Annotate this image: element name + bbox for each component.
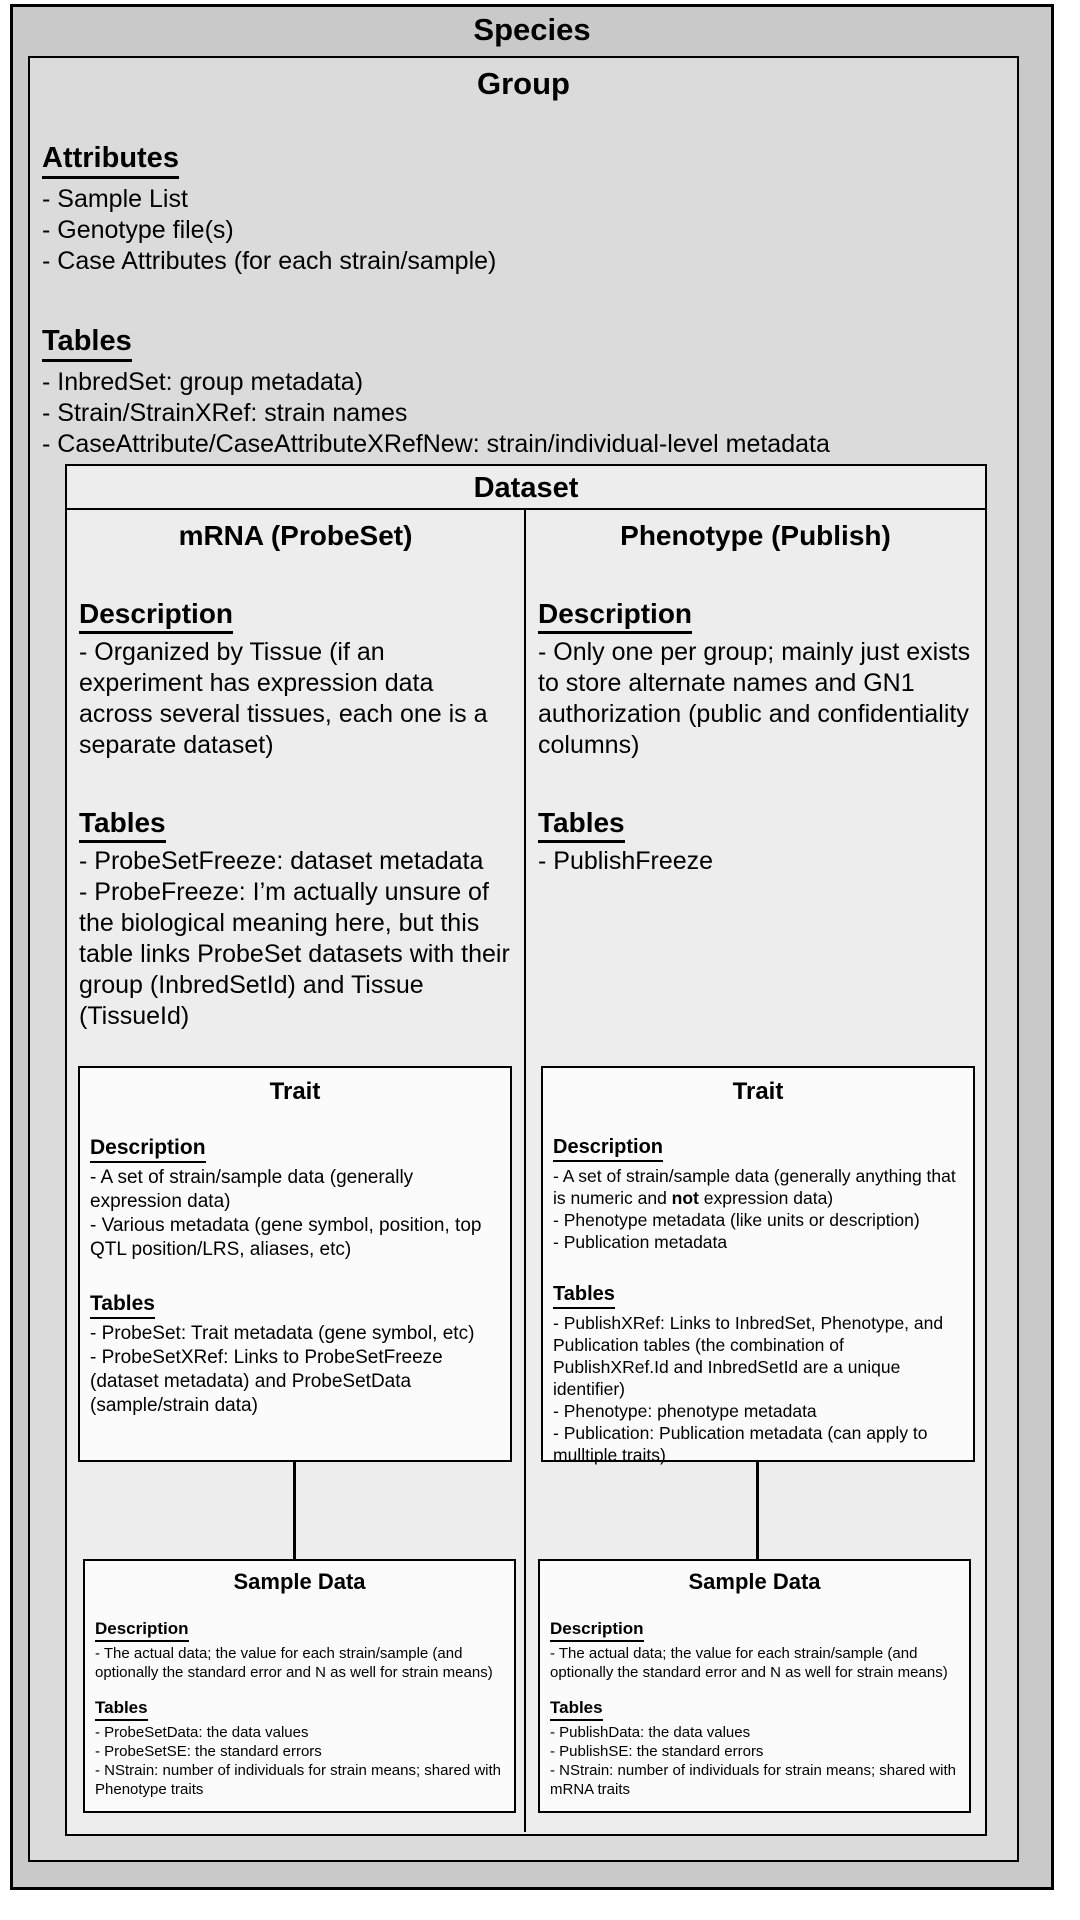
tables-heading-text: Tables <box>553 1283 615 1309</box>
description-heading-text: Description <box>538 598 692 634</box>
tables-item: - PublishSE: the standard errors <box>550 1743 764 1760</box>
group-body <box>30 142 1017 460</box>
description-item: - Phenotype metadata (like units or description) <box>553 1210 920 1230</box>
description-item: - Various metadata (gene symbol, position, top QTL position/LRS, aliases, etc) <box>90 1215 482 1260</box>
tables-item: - PublishXRef: Links to InbredSet, Phenotype, and Publication tables (the combination of PublishXRef.Id and InbredSetId are a unique identifier) <box>553 1313 944 1399</box>
tables-item: - ProbeSetData: the data values <box>95 1724 309 1741</box>
description-heading-text: Description <box>79 598 233 634</box>
tables-heading <box>79 807 512 843</box>
tables-heading-text: Tables <box>550 1698 603 1721</box>
tables-heading <box>550 1698 959 1721</box>
description-item: - Only one per group; mainly just exists to store alternate names and GN1 authorization (public and confidentiality columns) <box>538 638 971 759</box>
tables-heading-text: Tables <box>90 1292 155 1319</box>
description-heading <box>90 1136 500 1163</box>
tables-item: - PublishFreeze <box>538 847 714 875</box>
description-heading <box>553 1136 963 1162</box>
trait-sample-connector-line <box>756 1462 759 1559</box>
tables-heading-text: Tables <box>538 807 625 843</box>
dataset-title: Dataset <box>67 466 985 510</box>
mrna-sample-data-box <box>83 1559 516 1813</box>
description-item: - A set of strain/sample data (generally expression data) <box>90 1167 414 1212</box>
mrna-column-title: mRNA (ProbeSet) <box>178 520 413 551</box>
tables-item: - Publication: Publication metadata (can apply to mulltiple traits) <box>553 1423 928 1465</box>
attributes-heading <box>42 142 1017 179</box>
dataset-box <box>65 464 987 1836</box>
trait-title: Trait <box>269 1078 321 1105</box>
description-item: - The actual data; the value for each strain/sample (and optionally the standard error and N as well for strain means) <box>95 1645 493 1681</box>
description-heading <box>95 1619 504 1642</box>
attributes-item: - Case Attributes (for each strain/sample) <box>42 247 497 275</box>
tables-item: - PublishData: the data values <box>550 1724 751 1741</box>
group-tables-heading-text: Tables <box>42 325 132 362</box>
phenotype-column-title: Phenotype (Publish) <box>620 520 891 551</box>
phenotype-sample-data-box <box>538 1559 971 1813</box>
tables-item: - ProbeSetFreeze: dataset metadata <box>79 847 484 875</box>
trait-title: Trait <box>732 1078 784 1105</box>
tables-item: - ProbeSetXRef: Links to ProbeSetFreeze (dataset metadata) and ProbeSetData (sample/strain data) <box>90 1347 443 1416</box>
tables-item: - ProbeSet: Trait metadata (gene symbol, etc) <box>90 1323 475 1344</box>
attributes-item: - Genotype file(s) <box>42 216 234 244</box>
tables-heading <box>90 1292 500 1319</box>
phenotype-column-body <box>526 520 985 877</box>
species-title: Species <box>473 12 591 47</box>
description-heading-text: Description <box>90 1136 206 1163</box>
description-item: - The actual data; the value for each strain/sample (and optionally the standard error and N as well for strain means) <box>550 1645 948 1681</box>
description-heading-text: Description <box>553 1136 663 1162</box>
group-title: Group <box>477 66 570 101</box>
group-tables-item: - CaseAttribute/CaseAttributeXRefNew: strain/individual-level metadata <box>42 430 830 458</box>
attributes-item: - Sample List <box>42 185 188 213</box>
species-box <box>10 4 1054 1890</box>
description-heading <box>538 598 973 634</box>
group-box <box>28 56 1019 1862</box>
description-item: - Organized by Tissue (if an experiment has expression data across several tissues, each one is a separate dataset) <box>79 638 488 759</box>
group-tables-item: - Strain/StrainXRef: strain names <box>42 399 408 427</box>
sample-data-title: Sample Data <box>233 1569 366 1594</box>
tables-item: - ProbeSetSE: the standard errors <box>95 1743 322 1760</box>
attributes-heading-text: Attributes <box>42 142 179 179</box>
description-item: - A set of strain/sample data (generally anything that is numeric and not expression data) <box>553 1166 956 1208</box>
description-heading-text: Description <box>550 1619 644 1642</box>
group-tables-item: - InbredSet: group metadata) <box>42 368 364 396</box>
description-heading-text: Description <box>95 1619 189 1642</box>
description-heading <box>550 1619 959 1642</box>
sample-data-title: Sample Data <box>688 1569 821 1594</box>
tables-item: - NStrain: number of individuals for strain means; shared with mRNA traits <box>550 1762 957 1798</box>
trait-sample-connector-line <box>293 1462 296 1559</box>
description-heading <box>79 598 512 634</box>
tables-heading-text: Tables <box>79 807 166 843</box>
phenotype-trait-box <box>541 1066 975 1465</box>
tables-item: - Phenotype: phenotype metadata <box>553 1401 817 1421</box>
tables-heading <box>538 807 973 843</box>
tables-heading <box>95 1698 504 1721</box>
tables-item: - ProbeFreeze: I’m actually unsure of the biological meaning here, but this table links ProbeSet datasets with their group (InbredSetId) and Tissue (TissueId) <box>79 878 510 1030</box>
tables-heading-text: Tables <box>95 1698 148 1721</box>
mrna-column-body <box>67 520 524 1032</box>
description-item: - Publication metadata <box>553 1232 728 1252</box>
mrna-trait-box <box>78 1066 512 1462</box>
group-tables-heading <box>42 325 1017 362</box>
tables-item: - NStrain: number of individuals for strain means; shared with Phenotype traits <box>95 1762 502 1798</box>
tables-heading <box>553 1283 963 1309</box>
